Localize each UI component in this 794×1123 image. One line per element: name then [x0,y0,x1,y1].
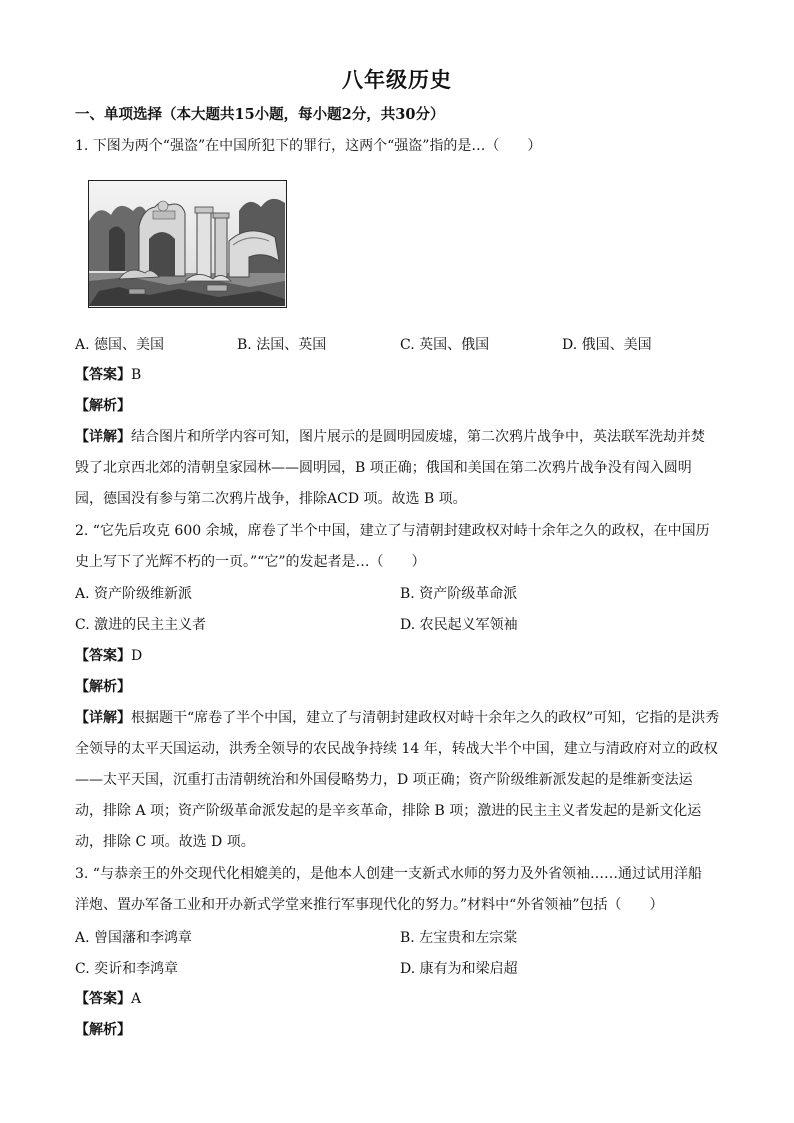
yuanmingyuan-ruins-photo [88,180,287,308]
q2-detail-line-1 [75,708,725,728]
page-title: 八年级历史 [342,67,452,92]
q3-stem-line-1: 3. “与恭亲王的外交现代化相媲美的，是他本人创建一支新式水师的努力及外省领袖……通过试用洋船 [75,866,702,882]
q2-option-a: A. 资产阶级维新派 [75,586,193,602]
q1-option-b: B. 法国、英国 [237,337,327,353]
q2-answer [75,646,725,666]
q1-detail-line-2: 毁了北京西北郊的清朝皇家园林——圆明园，B 项正确；俄国和美国在第二次鸦片战争没有闯入圆明 [75,460,692,476]
q1-detail-line-1 [75,427,725,447]
q2-detail-line-5: 动，排除 C 项。故选 D 项。 [75,834,255,850]
q3-analysis-tag: 【解析】 [75,1022,131,1038]
q3-option-c: C. 奕䜣和李鸿章 [75,961,179,977]
q1-option-d: D. 俄国、美国 [562,337,652,353]
answer-value: D [131,648,143,664]
answer-tag: 【答案】 [75,991,131,1007]
q2-stem-line-2: 史上写下了光辉不朽的一页。”“它”的发起者是…（ ） [75,554,426,570]
q3-option-b: B. 左宝贵和左宗棠 [400,930,518,946]
q1-option-a: A. 德国、美国 [75,337,165,353]
q2-detail-line-3: ——太平天国，沉重打击清朝统治和外国侵略势力，D 项正确；资产阶级维新派发起的是维新变法运 [75,772,693,788]
detail-text: 根据题干“席卷了半个中国，建立了与清朝封建政权对峙十余年之久的政权”可知，它指的是洪秀 [131,710,720,726]
q1-option-c: C. 英国、俄国 [400,337,490,353]
q1-detail-line-3: 园，德国没有参与第二次鸦片战争，排除ACD 项。故选 B 项。 [75,491,467,507]
q2-stem-line-1: 2. “它先后攻克 600 余城，席卷了半个中国，建立了与清朝封建政权对峙十余年之久的政权，在中国历 [75,523,710,539]
q1-stem: 1. 下图为两个“强盗”在中国所犯下的罪行，这两个“强盗”指的是…（ ） [75,138,542,154]
q1-analysis-tag: 【解析】 [75,398,131,414]
q2-analysis-tag: 【解析】 [75,679,131,695]
detail-text: 结合图片和所学内容可知，图片展示的是圆明园废墟，第二次鸦片战争中，英法联军洗劫并焚 [131,429,705,445]
answer-value: A [131,991,142,1007]
answer-tag: 【答案】 [75,367,131,383]
q3-answer [75,989,725,1009]
q3-option-a: A. 曾国藩和李鸿章 [75,930,193,946]
detail-tag: 【详解】 [75,710,131,726]
q2-option-d: D. 农民起义军领袖 [400,617,518,633]
answer-tag: 【答案】 [75,648,131,664]
q3-option-d: D. 康有为和梁启超 [400,961,518,977]
answer-value: B [131,367,142,383]
q2-detail-line-2: 全领导的太平天国运动，洪秀全领导的农民战争持续 14 年，转战大半个中国，建立与清政府对立的政权 [75,741,718,757]
q2-option-b: B. 资产阶级革命派 [400,586,518,602]
q1-answer [75,365,725,385]
q3-stem-line-2: 洋炮、置办军备工业和开办新式学堂来推行军事现代化的努力。”材料中“外省领袖”包括（ ） [75,897,664,913]
q2-option-c: C. 激进的民主主义者 [75,617,207,633]
q2-detail-line-4: 动，排除 A 项；资产阶级革命派发起的是辛亥革命，排除 B 项；激进的民主主义者发起的是新文化运 [75,803,702,819]
detail-tag: 【详解】 [75,429,131,445]
section-heading: 一、单项选择（本大题共15小题，每小题2分，共30分） [75,106,445,123]
